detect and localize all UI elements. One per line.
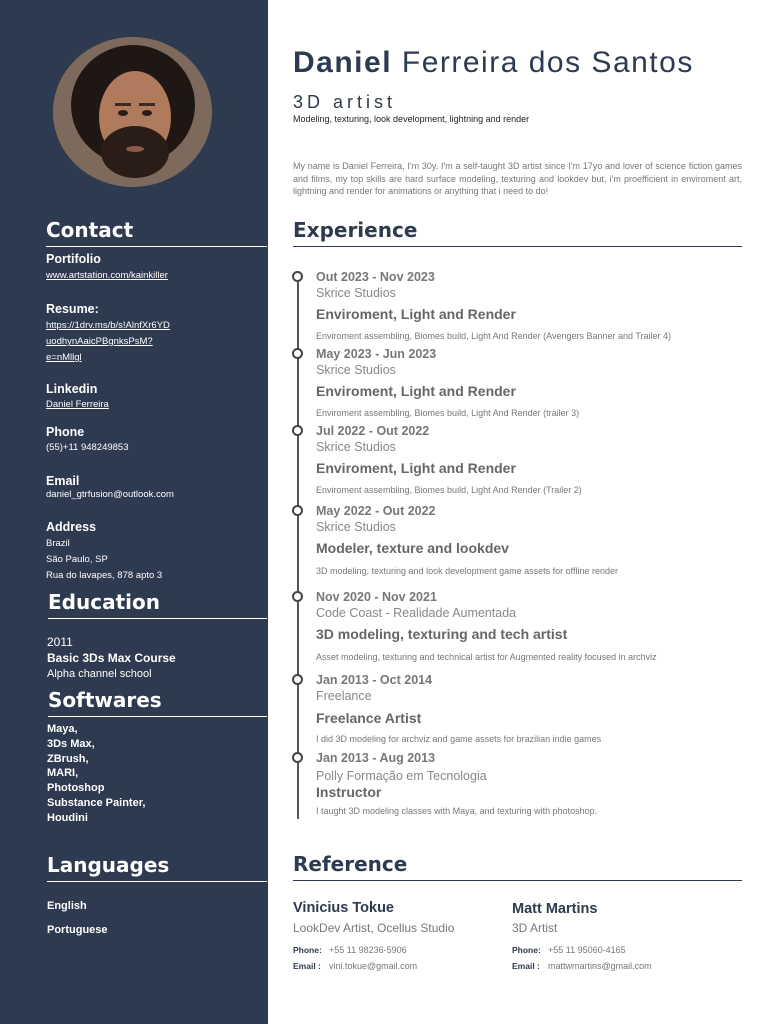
software-item: Photoshop xyxy=(47,782,105,795)
experience-title: Enviroment, Light and Render xyxy=(316,460,516,476)
experience-desc: Enviroment assembling, Biomes build, Light And Render (Avengers Banner and Trailer 4) xyxy=(316,331,672,341)
experience-desc: Enviroment assembling, Biomes build, Light And Render (Trailer 2) xyxy=(316,485,582,495)
resume-label: Resume: xyxy=(46,302,99,316)
about-text: My name is Daniel Ferreira, I'm 30y. I'm a self-taught 3D artist since I'm 17yo and lover of science fiction games and films, my top skills are hard surface modeling, texturing and lookdev but, i'm proefficient in enviroment art, lightning and render for animations or anything that i need to do! xyxy=(293,161,742,196)
resume-link-line: e=nMllgl xyxy=(46,352,82,363)
education-year: 2011 xyxy=(47,635,73,649)
timeline-dot xyxy=(292,752,303,763)
experience-desc: I did 3D modeling for archviz and game assets for brazilian indie games xyxy=(316,734,602,744)
experience-date: Jan 2013 - Oct 2014 xyxy=(316,673,433,687)
softwares-list xyxy=(47,722,145,826)
reference-email xyxy=(293,961,417,971)
experience-company: Skrice Studios xyxy=(316,520,396,534)
experience-company: Code Coast - Realidade Aumentada xyxy=(316,606,517,620)
experience-desc: Enviroment assembling, Biomes build, Light And Render (trailer 3) xyxy=(316,408,580,418)
linkedin-link[interactable]: Daniel Ferreira xyxy=(46,399,109,410)
profile-photo-image xyxy=(53,37,212,187)
experience-desc: I taught 3D modeling classes with Maya, and texturing with photoshop. xyxy=(316,806,598,816)
reference-email xyxy=(512,961,652,971)
linkedin-label: Linkedin xyxy=(46,382,98,396)
software-item: Houdini xyxy=(47,811,88,824)
job-role: 3D artist xyxy=(293,92,397,112)
experience-title: Enviroment, Light and Render xyxy=(316,306,516,322)
timeline-dot xyxy=(292,674,303,685)
phone-number: +55 11 98236-5906 xyxy=(329,945,407,955)
portfolio-link[interactable]: www.artstation.com/kainkiller xyxy=(46,270,168,281)
reference-role: LookDev Artist, Ocellus Studio xyxy=(293,921,455,935)
experience-date: May 2023 - Jun 2023 xyxy=(316,347,437,361)
language-item: English xyxy=(47,900,87,912)
experience-title: 3D modeling, texturing and tech artist xyxy=(316,626,568,642)
reference-name: Vinicius Tokue xyxy=(293,900,394,916)
software-item: MARI, xyxy=(47,767,79,780)
experience-date: Jan 2013 - Aug 2013 xyxy=(316,751,436,765)
resume-link-line: https://1drv.ms/b/s!AlnfXr6YD xyxy=(46,320,170,331)
reference-phone xyxy=(512,945,626,955)
address-line: São Paulo, SP xyxy=(46,554,108,565)
first-name: Daniel xyxy=(293,46,393,79)
reference-name: Matt Martins xyxy=(512,901,598,917)
languages-heading: Languages xyxy=(47,853,267,882)
phone-number: +55 11 95060-4165 xyxy=(548,945,626,955)
software-item: Substance Painter, xyxy=(47,796,146,809)
address-line: Brazil xyxy=(46,538,70,549)
experience-company: Freelance xyxy=(316,689,372,703)
profile-photo xyxy=(53,37,212,187)
experience-company: Skrice Studios xyxy=(316,363,396,377)
reference-phone xyxy=(293,945,407,955)
softwares-heading: Softwares xyxy=(48,688,267,717)
experience-heading: Experience xyxy=(293,218,742,247)
experience-date: May 2022 - Out 2022 xyxy=(316,504,436,518)
experience-company: Skrice Studios xyxy=(316,440,396,454)
phone-key: Phone: xyxy=(512,945,541,955)
experience-date: Nov 2020 - Nov 2021 xyxy=(316,590,437,604)
full-name xyxy=(293,46,694,80)
experience-company: Skrice Studios xyxy=(316,286,396,300)
phone-value: (55)+11 948249853 xyxy=(46,442,129,453)
timeline-dot xyxy=(292,271,303,282)
email-address: mattwmartins@gmail.com xyxy=(548,961,652,971)
timeline-dot xyxy=(292,591,303,602)
education-heading: Education xyxy=(48,590,267,619)
email-label: Email xyxy=(46,474,80,488)
education-course: Basic 3Ds Max Course xyxy=(47,651,176,665)
address-line: Rua do lavapes, 878 apto 3 xyxy=(46,570,163,581)
language-item: Portuguese xyxy=(47,924,108,936)
experience-title: Modeler, texture and lookdev xyxy=(316,540,509,556)
email-address: vini.tokue@gmail.com xyxy=(329,961,418,971)
experience-title: Instructor xyxy=(316,784,382,800)
last-name: Ferreira dos Santos xyxy=(401,46,694,79)
experience-title: Enviroment, Light and Render xyxy=(316,383,516,399)
contact-heading: Contact xyxy=(46,218,267,247)
experience-desc: 3D modeling, texturing and look development game assets for offline render xyxy=(316,566,619,576)
reference-role: 3D Artist xyxy=(512,921,558,935)
software-item: 3Ds Max, xyxy=(47,737,95,750)
portfolio-label: Portifolio xyxy=(46,252,101,266)
resume-link-line: uodhynAaicPBgnksPsM? xyxy=(46,336,153,347)
timeline-dot xyxy=(292,505,303,516)
experience-date: Out 2023 - Nov 2023 xyxy=(316,270,435,284)
address-label: Address xyxy=(46,520,97,534)
reference-heading: Reference xyxy=(293,852,742,881)
education-school: Alpha channel school xyxy=(47,668,152,680)
phone-label: Phone xyxy=(46,425,85,439)
phone-key: Phone: xyxy=(293,945,322,955)
experience-company: Polly Formação em Tecnologia xyxy=(316,769,487,783)
software-item: Maya, xyxy=(47,723,78,735)
sidebar xyxy=(0,0,268,1024)
experience-date: Jul 2022 - Out 2022 xyxy=(316,424,430,438)
email-value: daniel_gtrfusion@outlook.com xyxy=(46,489,174,500)
email-key: Email : xyxy=(293,961,321,971)
experience-desc: Asset modeling, texturing and technical artist for Augmented reality focused in archviz xyxy=(316,652,657,662)
experience-title: Freelance Artist xyxy=(316,710,422,726)
address-value xyxy=(46,536,162,584)
timeline-dot xyxy=(292,348,303,359)
timeline-dot xyxy=(292,425,303,436)
software-item: ZBrush, xyxy=(47,752,89,765)
tagline: Modeling, texturing, look development, lightning and render xyxy=(293,114,530,124)
resume-link[interactable] xyxy=(46,318,170,366)
email-key: Email : xyxy=(512,961,540,971)
